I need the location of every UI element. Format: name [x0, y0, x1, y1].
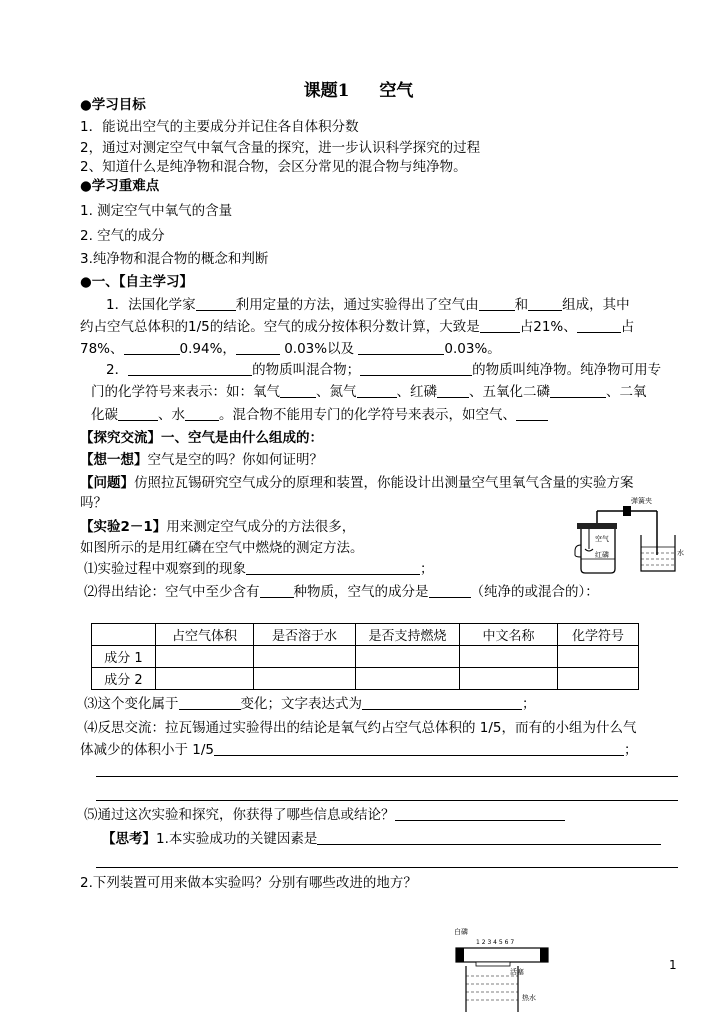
table-cell[interactable]	[460, 668, 558, 690]
clamp-label: 弹簧夹	[631, 497, 652, 505]
table-cell[interactable]	[558, 668, 639, 690]
table-header-cell: 中文名称	[460, 624, 558, 646]
red-phosphorus-apparatus-figure	[567, 497, 685, 577]
table-cell[interactable]	[558, 646, 639, 668]
air-label: 空气	[595, 535, 609, 543]
title-lesson: 课题1	[303, 81, 350, 101]
self-line-5: 门的化学符号来表示：如：氧气 、氮气 、红磷 、五氧化二磷 、二氧	[91, 384, 647, 400]
table-header-cell: 占空气体积	[156, 624, 254, 646]
goal-2: 2，通过对测定空气中氧气含量的探究，进一步认识科学探究的过程	[80, 140, 481, 156]
key-3: 3.纯净物和混合物的概念和判断	[80, 251, 269, 267]
think-line: 【想一想】空气是空的吗？你如何证明？	[80, 452, 323, 468]
table-cell[interactable]	[254, 668, 356, 690]
table-header-cell: 化学符号	[558, 624, 639, 646]
title-topic: 空气	[379, 81, 414, 101]
question-line: 【问题】仿照拉瓦锡研究空气成分的原理和装置，你能设计出测量空气里氧气含量的实验方案	[80, 475, 634, 491]
answer-line[interactable]	[96, 800, 678, 801]
table-header-cell: 是否溶于水	[254, 624, 356, 646]
table-cell[interactable]	[356, 668, 460, 690]
tube-icon	[456, 948, 548, 962]
step-1: ⑴实验过程中观察到的现象 ；	[84, 561, 434, 577]
table-row	[92, 646, 639, 668]
self-line-1: 1．法国化学家 利用定量的方法，通过实验得出了空气由 和 组成，其中	[106, 297, 630, 313]
key-2: 2. 空气的成分	[80, 228, 165, 244]
water-label: 水	[677, 549, 684, 557]
clamp-icon	[623, 506, 631, 516]
white-phosphorus-label: 白磷	[454, 928, 468, 936]
self-line-4: 2． 的物质叫混合物； 的物质叫纯净物。纯净物可用专	[106, 362, 662, 378]
white-phosphorus-apparatus-figure	[452, 924, 552, 1012]
experiment-line: 【实验2－1】用来测定空气成分的方法很多，	[80, 519, 356, 535]
table-cell[interactable]	[156, 646, 254, 668]
key-heading: ●学习重难点	[80, 178, 160, 194]
experiment-line-2: 如图所示的是用红磷在空气中燃烧的测定方法。	[80, 540, 364, 556]
phosphorus-label: 红磷	[595, 551, 609, 559]
table-cell: 成分 1	[92, 646, 156, 668]
key-1: 1. 测定空气中氧气的含量	[80, 203, 233, 219]
self-study-heading: ●一、【自主学习】	[80, 274, 194, 290]
goal-1: 1．能说出空气的主要成分并记住各自体积分数	[80, 119, 359, 135]
table-header-cell	[92, 624, 156, 646]
step-5: ⑸通过这次实验和探究，你获得了哪些信息或结论？	[84, 806, 565, 824]
table-header-cell: 是否支持燃烧	[356, 624, 460, 646]
piston-icon	[540, 948, 548, 962]
inquiry-heading: 【探究交流】一、空气是由什么组成的：	[80, 430, 323, 446]
self-line-6: 化碳 、水 。混合物不能用专门的化学符号来表示，如空气、	[91, 406, 548, 424]
table-row	[92, 668, 639, 690]
step-4-line-2: 体减少的体积小于 1/5 ；	[80, 742, 638, 758]
table-cell[interactable]	[356, 646, 460, 668]
answer-line[interactable]	[96, 776, 678, 777]
goal-3: 2、知道什么是纯净物和混合物，会区分常见的混合物与纯净物。	[80, 159, 467, 175]
goals-heading: ●学习目标	[80, 97, 146, 113]
table-cell: 成分 2	[92, 668, 156, 690]
table-header-row	[92, 624, 639, 646]
piston-label: 活塞	[510, 968, 524, 976]
table-cell[interactable]	[460, 646, 558, 668]
question-2: 2.下列装置可用来做本实验吗？分别有哪些改进的地方？	[80, 875, 417, 891]
answer-line[interactable]	[96, 867, 678, 868]
components-table	[91, 623, 639, 690]
question-line-2: 吗？	[80, 495, 107, 511]
self-line-3: 78%、 0.94%， 0.03%以及 0.03%。	[80, 341, 501, 357]
step-4: ⑷反思交流：拉瓦锡通过实验得出的结论是氧气约占空气总体积的 1/5，而有的小组为什么气	[84, 720, 637, 736]
scale-ticks: 1 2 3 4 5 6 7	[476, 939, 515, 946]
table-cell[interactable]	[156, 668, 254, 690]
step-2: ⑵得出结论：空气中至少含有 种物质，空气的成分是 （纯净的或混合的）：	[84, 584, 599, 600]
page-number: 1	[669, 958, 677, 972]
step-3: ⑶这个变化属于 变化；文字表达式为 ；	[84, 696, 536, 712]
think2-line: 【思考】1.本实验成功的关键因素是	[102, 830, 661, 848]
stopper-icon	[577, 523, 617, 529]
table-cell[interactable]	[254, 646, 356, 668]
hot-water-label: 热水	[522, 994, 536, 1002]
self-line-2: 约占空气总体积的1/5的结论。空气的成分按体积分数计算，大致是 占21%、 占	[80, 319, 635, 335]
